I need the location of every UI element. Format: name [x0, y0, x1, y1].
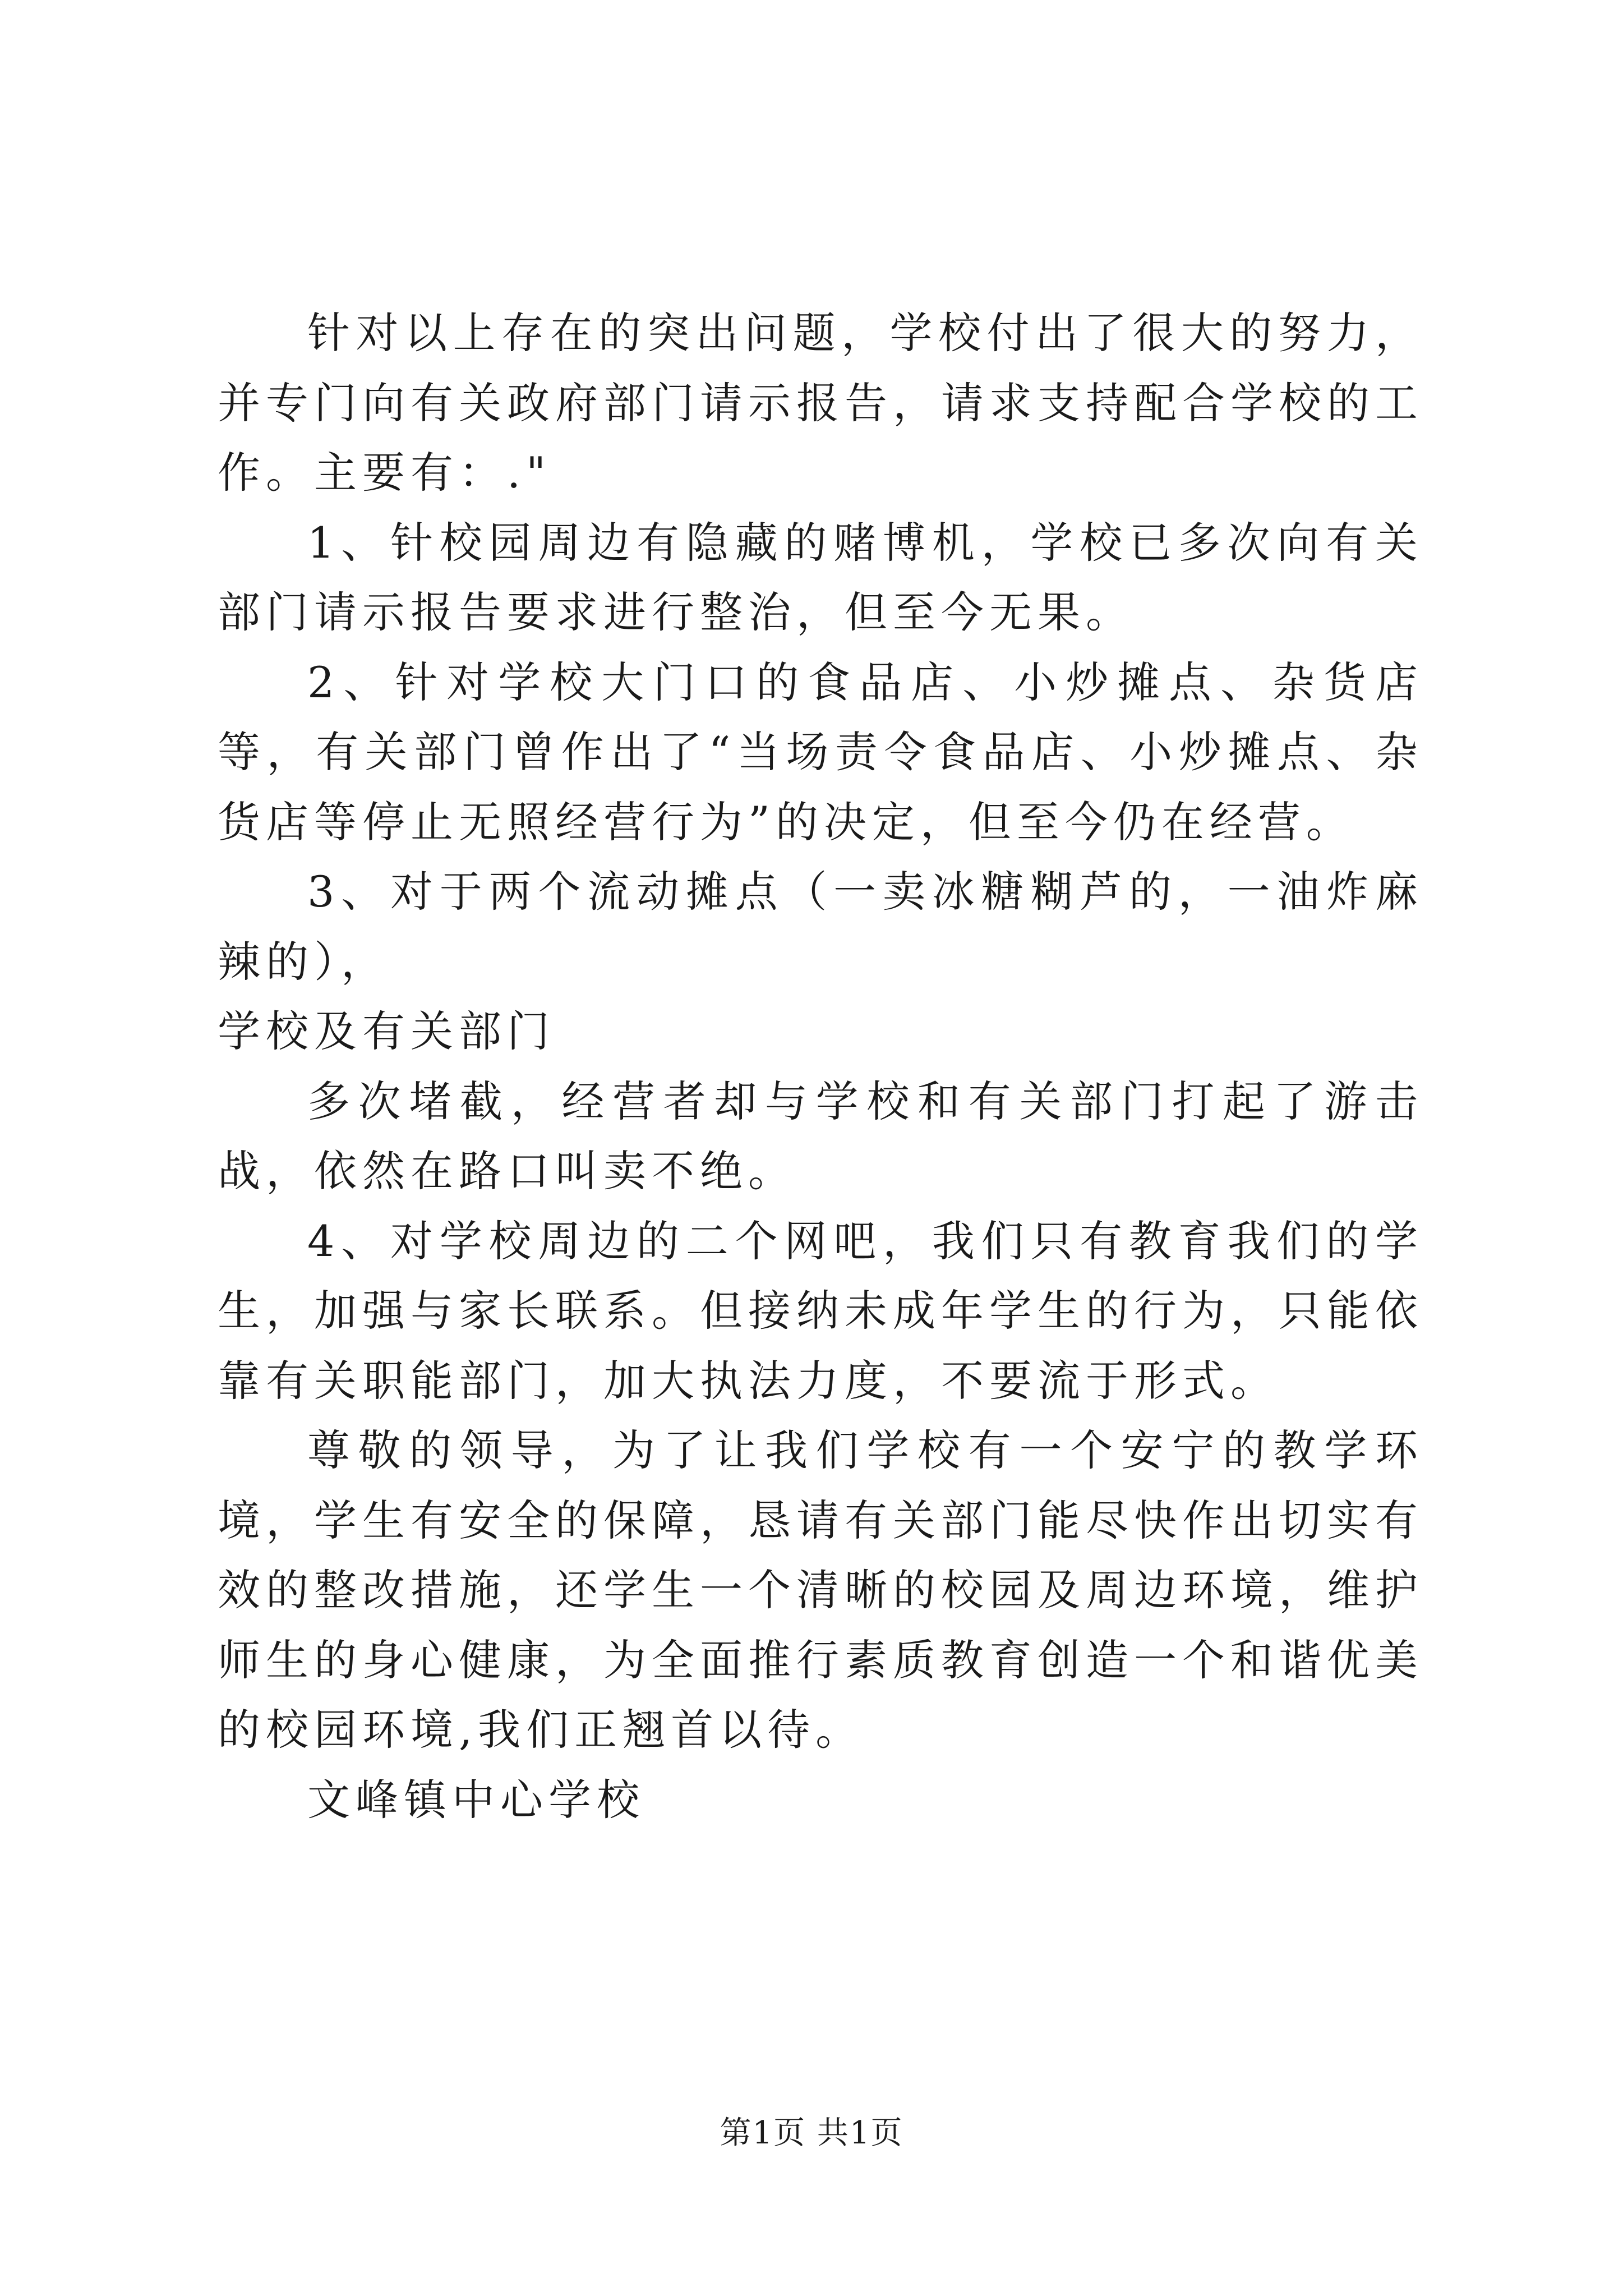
paragraph-item-1: 1、针校园周边有隐藏的赌博机，学校已多次向有关部门请示报告要求进行整治，但至今无果。: [218, 517, 1423, 637]
document-body: [218, 298, 1423, 1835]
signature: 文峰镇中心学校: [307, 1774, 645, 1825]
paragraph-item-3: 3、对于两个流动摊点（一卖冰糖糊芦的，一油炸麻辣的），: [218, 867, 1423, 987]
paragraph-item-3-continued: 学校及有关部门: [218, 1006, 555, 1056]
paragraph-item-2: 2、针对学校大门口的食品店、小炒摊点、杂货店等，有关部门曾作出了“当场责令食品店、小炒摊点、杂货店等停止无照经营行为”的决定，但至今仍在经营。: [218, 657, 1423, 847]
paragraph-intro: 针对以上存在的突出问题，学校付出了很大的努力，并专门向有关政府部门请示报告，请求支持配合学校的工作。主要有：.": [218, 308, 1423, 498]
paragraph-item-3-detail: 多次堵截，经营者却与学校和有关部门打起了游击战，依然在路口叫卖不绝。: [218, 1076, 1423, 1196]
page-footer: 第1页 共1页: [720, 2115, 903, 2151]
paragraph-item-4: 4、对学校周边的二个网吧，我们只有教育我们的学生，加强与家长联系。但接纳未成年学生的行为，只能依靠有关职能部门，加大执法力度，不要流于形式。: [218, 1216, 1423, 1406]
paragraph-request: 尊敬的领导，为了让我们学校有一个安宁的教学环境，学生有安全的保障，恳请有关部门能尽快作出切实有效的整改措施，还学生一个清晰的校园及周边环境，维护师生的身心健康，为全面推行素质教育创造一个和谐优美的校园环境,我们正翘首以待。: [218, 1425, 1423, 1755]
